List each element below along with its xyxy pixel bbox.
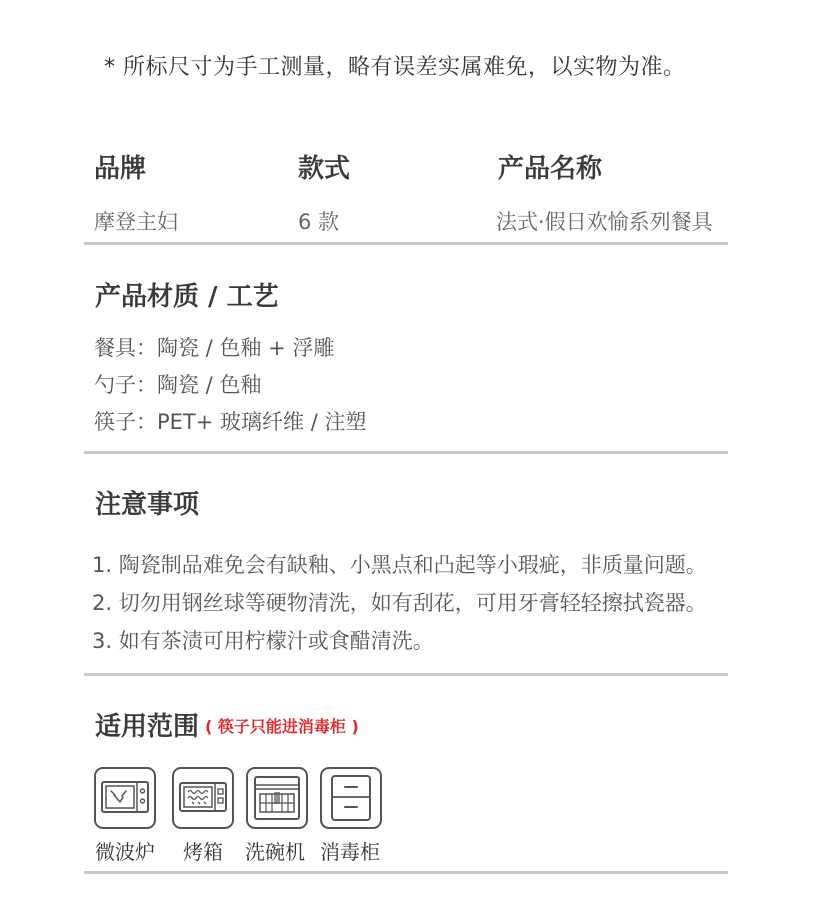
product-name-value: 法式·假日欢愉系列餐具	[496, 210, 713, 234]
microwave-label: 微波炉	[95, 840, 155, 864]
notice-line-2: 2. 切勿用钢丝球等硬物清洗，如有刮花，可用牙膏轻轻擦拭瓷器。	[92, 591, 707, 615]
material-line-tableware: 餐具：陶瓷 / 色釉 + 浮雕	[94, 336, 335, 360]
material-line-chopsticks: 筷子：PET+ 玻璃纤维 / 注塑	[94, 410, 367, 434]
brand-label: 品牌	[94, 154, 147, 184]
divider	[84, 451, 728, 454]
size-disclaimer: * 所标尺寸为手工测量，略有误差实属难免，以实物为准。	[104, 55, 686, 80]
sterilizer-cabinet-label: 消毒柜	[320, 840, 380, 864]
style-value: 6 款	[298, 210, 340, 234]
material-line-spoon: 勺子：陶瓷 / 色釉	[94, 373, 262, 397]
dishwasher-label: 洗碗机	[245, 840, 305, 864]
sterilizer-cabinet-icon	[320, 767, 382, 829]
product-name-label: 产品名称	[498, 154, 603, 184]
notice-line-1: 1. 陶瓷制品难免会有缺釉、小黑点和凸起等小瑕疵，非质量问题。	[92, 553, 707, 577]
chopsticks-warning: ( 筷子只能进消毒柜 )	[205, 717, 359, 736]
usage-title-row	[95, 706, 359, 743]
brand-value: 摩登主妇	[94, 210, 178, 234]
divider	[84, 871, 728, 874]
divider	[84, 673, 728, 676]
usage-title: 适用范围	[95, 712, 200, 742]
material-title: 产品材质 / 工艺	[95, 282, 279, 312]
oven-icon	[172, 767, 234, 829]
microwave-icon	[94, 767, 156, 829]
divider	[84, 242, 728, 245]
notice-title: 注意事项	[95, 490, 200, 520]
dishwasher-icon	[246, 767, 308, 829]
oven-label: 烤箱	[183, 840, 223, 864]
style-label: 款式	[298, 154, 351, 184]
notice-line-3: 3. 如有茶渍可用柠檬汁或食醋清洗。	[92, 629, 434, 653]
